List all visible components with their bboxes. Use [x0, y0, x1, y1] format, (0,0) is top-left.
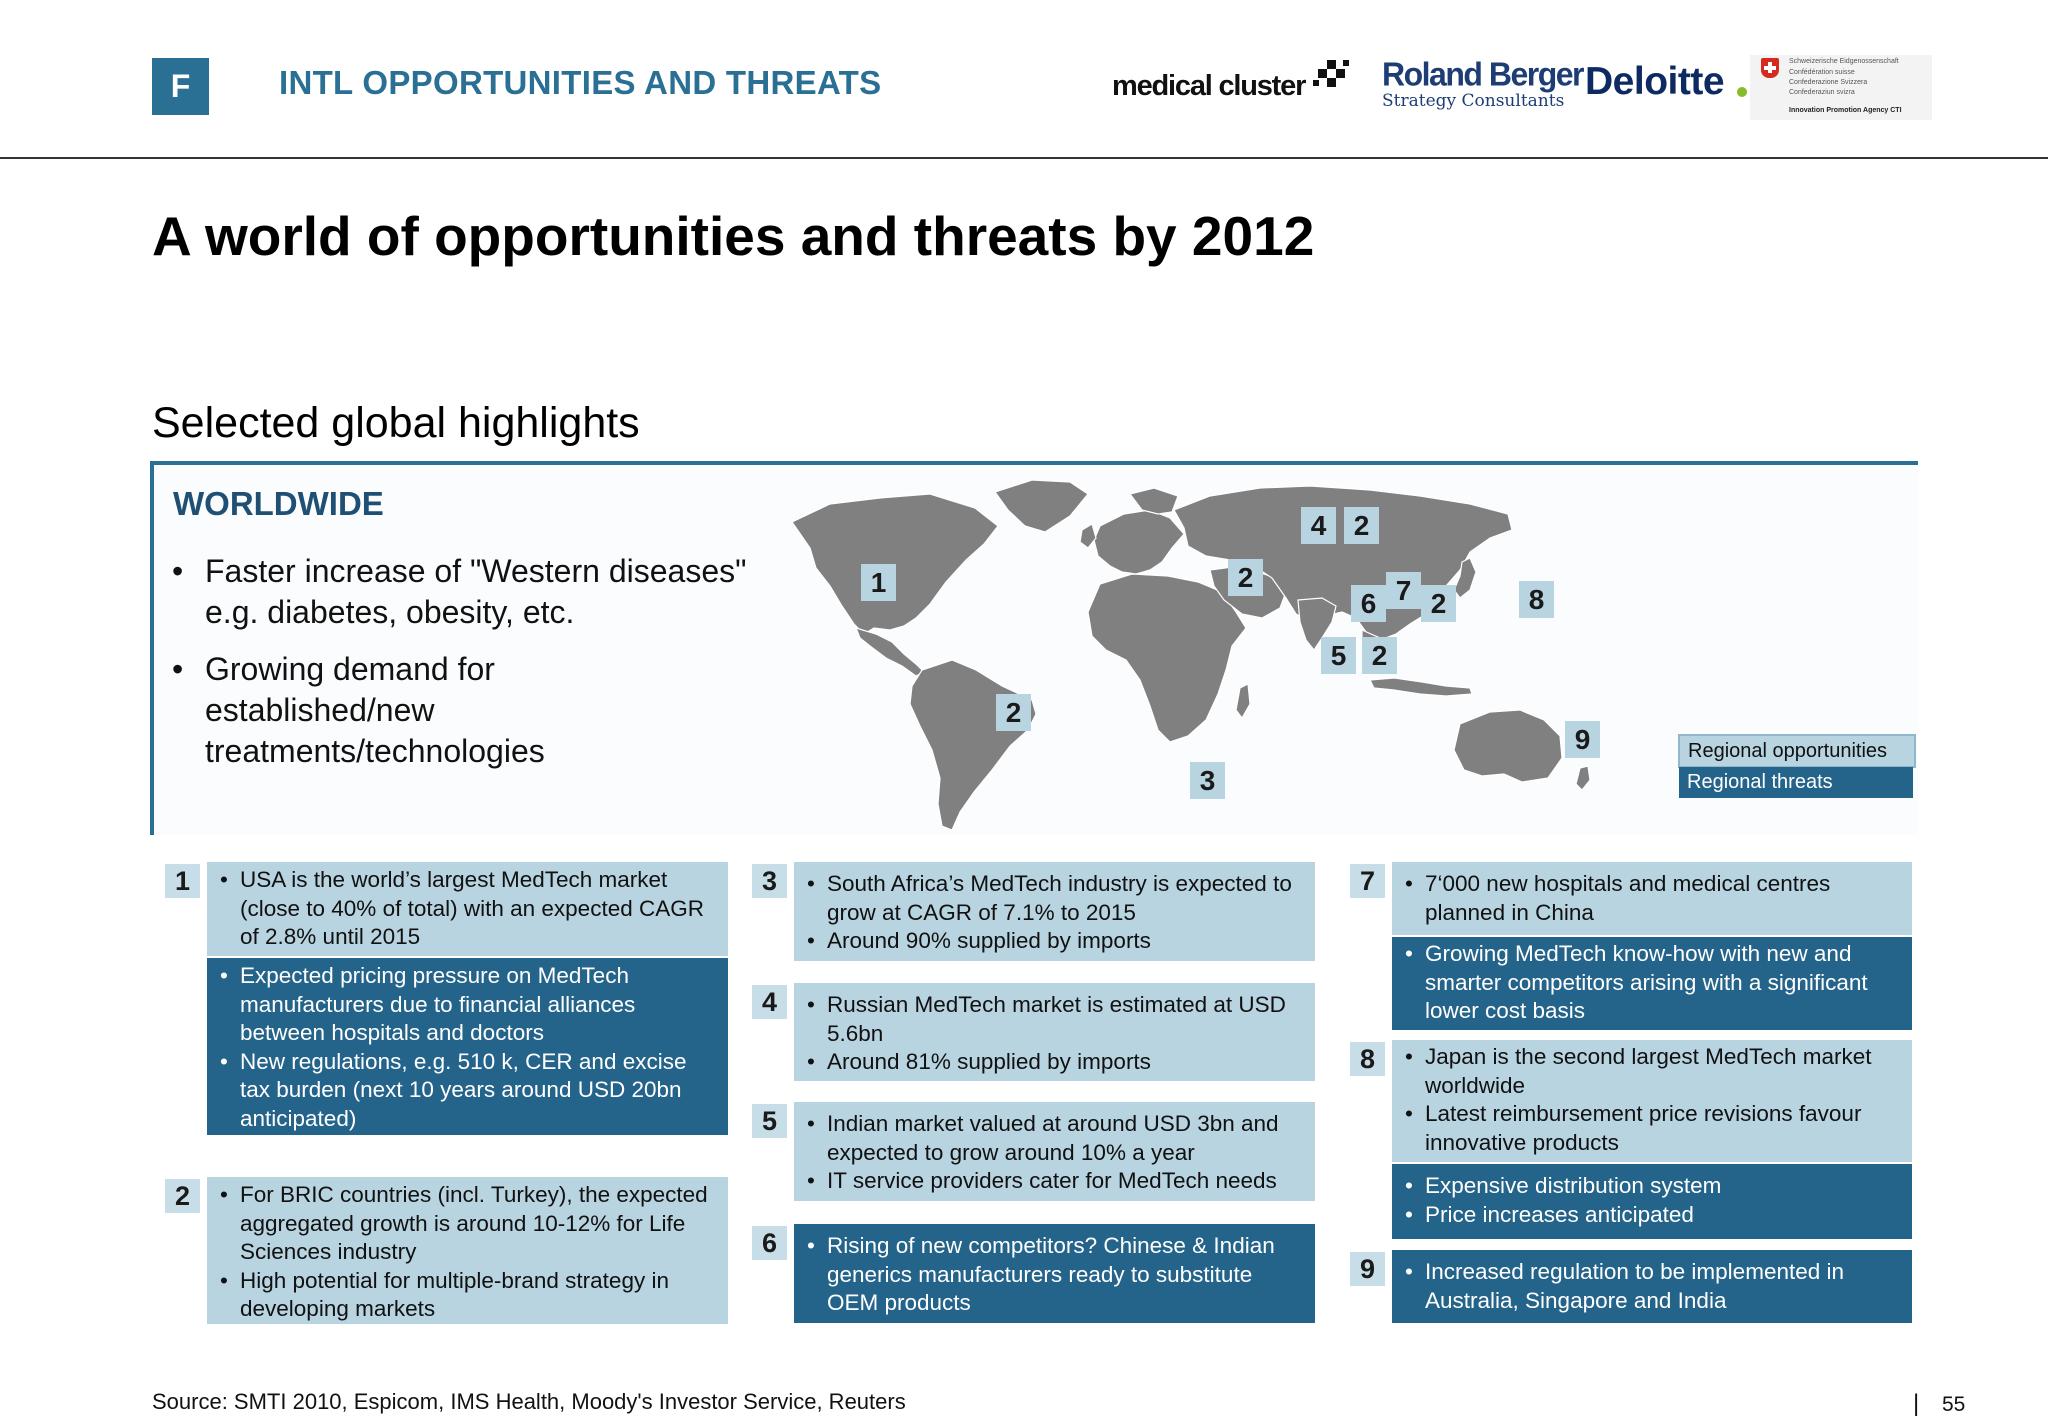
item-number: 5	[752, 1104, 787, 1138]
threat-block: • Growing MedTech know-how with new and smarter competitors arising with a significant lower cost basis	[1392, 937, 1912, 1030]
map-marker: 2	[1228, 559, 1263, 596]
threat-text: Expensive distribution system	[1425, 1173, 1722, 1198]
map-marker: 4	[1301, 507, 1336, 544]
opportunity-text: USA is the world’s largest MedTech market (close to 40% of total) with an expected CAGR of 2.8% until 2015	[240, 867, 704, 949]
map-australia	[1454, 710, 1562, 782]
map-europe	[1094, 510, 1184, 574]
deloitte-logo: Deloitte	[1585, 60, 1725, 103]
opportunity-block: • Indian market valued at around USD 3bn and expected to grow around 10% a year • IT service providers cater for MedTech needs	[794, 1102, 1315, 1201]
medical-cluster-logo: medical cluster	[1112, 70, 1306, 102]
item-number: 4	[752, 985, 787, 1019]
section-title: INTL OPPORTUNITIES AND THREATS	[279, 64, 882, 101]
map-marker: 6	[1351, 585, 1386, 622]
cti-line: Confederaziun svizra	[1789, 89, 1855, 96]
cti-line: Confederazione Svizzera	[1789, 79, 1868, 86]
map-uk	[1080, 524, 1096, 548]
opportunity-block: • Russian MedTech market is estimated at USD 5.6bn • Around 81% supplied by imports	[794, 983, 1315, 1081]
map-marker: 2	[996, 694, 1031, 731]
map-new-zealand	[1576, 766, 1590, 790]
header-divider	[0, 157, 2048, 159]
threat-text: Increased regulation to be implemented in Australia, Singapore and India	[1425, 1259, 1845, 1313]
opportunity-text: High potential for multiple-brand strategy in developing markets	[240, 1267, 669, 1321]
cti-line: Confédération suisse	[1789, 69, 1855, 76]
map-marker: 2	[1421, 585, 1456, 622]
map-madagascar	[1236, 684, 1250, 718]
opportunity-block: • For BRIC countries (incl. Turkey), the expected aggregated growth is around 10-12% for Life Sciences industry • High potential for multiple-brand strategy in developing markets	[207, 1177, 728, 1324]
page-separator: |	[1913, 1390, 1920, 1417]
item-number: 6	[752, 1226, 787, 1260]
threat-text: Price increases anticipated	[1425, 1201, 1694, 1227]
item-number: 2	[165, 1179, 200, 1213]
item-number: 3	[752, 864, 787, 898]
roland-berger-subtitle: Strategy Consultants	[1382, 91, 1565, 111]
map-marker: 9	[1565, 721, 1600, 758]
deloitte-dot-icon	[1737, 87, 1747, 97]
map-scandinavia	[1130, 488, 1178, 514]
map-marker: 2	[1362, 637, 1397, 674]
threat-block: • Expected pricing pressure on MedTech manufacturers due to financial alliances between hospitals and doctors • New regulations, e.g. 510 k, CER and excise tax burden (next 10 years around USD 20bn anticipated)	[207, 958, 728, 1135]
opportunity-text: Japan is the second largest MedTech market worldwide	[1425, 1044, 1872, 1098]
legend-opportunities: Regional opportunities	[1678, 734, 1916, 768]
threat-text: Growing MedTech know-how with new and smarter competitors arising with a significant lower cost basis	[1425, 941, 1868, 1023]
map-marker: 1	[861, 564, 896, 601]
map-indonesia	[1370, 678, 1472, 696]
opportunity-block: • 7‘000 new hospitals and medical centres planned in China	[1392, 862, 1912, 935]
worldwide-bullet-text: Growing demand for established/new treatments/technologies	[205, 651, 545, 769]
map-marker: 3	[1190, 762, 1225, 799]
legend-threats: Regional threats	[1679, 767, 1913, 798]
cti-agency-name: Innovation Promotion Agency CTI	[1789, 107, 1902, 114]
page-title: A world of opportunities and threats by 2012	[152, 205, 1315, 267]
opportunity-block: • South Africa’s MedTech industry is expected to grow at CAGR of 7.1% to 2015 • Around 90% supplied by imports	[794, 862, 1315, 961]
item-number: 7	[1350, 864, 1385, 898]
medical-cluster-mark-icon	[1313, 60, 1353, 96]
source-note: Source: SMTI 2010, Espicom, IMS Health, Moody's Investor Service, Reuters	[152, 1389, 906, 1414]
page-number: 55	[1942, 1393, 1966, 1416]
worldwide-heading: WORLDWIDE	[173, 485, 384, 522]
worldwide-bullet-text: Faster increase of "Western diseases" e.g. diabetes, obesity, etc.	[205, 553, 747, 630]
opportunity-text: South Africa’s MedTech industry is expected to grow at CAGR of 7.1% to 2015	[827, 871, 1292, 925]
threat-text: Rising of new competitors? Chinese & Indian generics manufacturers ready to substitute OEM products	[827, 1233, 1275, 1315]
map-marker: 8	[1519, 581, 1554, 618]
threat-block: • Expensive distribution system • Price increases anticipated	[1392, 1164, 1912, 1239]
threat-block: • Increased regulation to be implemented in Australia, Singapore and India	[1392, 1250, 1912, 1323]
opportunity-text: Indian market valued at around USD 3bn and expected to grow around 10% a year	[827, 1111, 1279, 1165]
opportunity-text: 7‘000 new hospitals and medical centres planned in China	[1425, 871, 1831, 925]
item-number: 8	[1350, 1042, 1385, 1076]
opportunity-text: Around 81% supplied by imports	[827, 1049, 1151, 1074]
map-africa	[1088, 574, 1246, 742]
opportunity-text: Around 90% supplied by imports	[827, 928, 1151, 953]
item-number: 9	[1350, 1252, 1385, 1286]
opportunity-block: • USA is the world’s largest MedTech market (close to 40% of total) with an expected CAGR of 2.8% until 2015	[207, 862, 728, 956]
map-south-america	[910, 660, 1036, 830]
item-number: 1	[165, 864, 200, 898]
opportunity-text: Latest reimbursement price revisions favour innovative products	[1425, 1101, 1862, 1155]
cti-line: Schweizerische Eidgenossenschaft	[1789, 58, 1899, 65]
swiss-flag-icon	[1761, 58, 1779, 78]
threat-text: New regulations, e.g. 510 k, CER and excise tax burden (next 10 years around USD 20bn anticipated)	[240, 1048, 687, 1131]
opportunity-text: Russian MedTech market is estimated at USD 5.6bn	[827, 992, 1286, 1046]
threat-block: • Rising of new competitors? Chinese & Indian generics manufacturers ready to substitute OEM products	[794, 1224, 1315, 1323]
map-greenland	[995, 480, 1088, 532]
opportunity-block: • Japan is the second largest MedTech market worldwide • Latest reimbursement price revisions favour innovative products	[1392, 1040, 1912, 1162]
roland-berger-logo: Roland Berger	[1382, 55, 1583, 93]
threat-text: Expected pricing pressure on MedTech manufacturers due to financial alliances between hospitals and doctors	[240, 963, 636, 1045]
map-marker: 7	[1386, 572, 1421, 609]
map-marker: 5	[1321, 637, 1356, 674]
opportunity-text: IT service providers cater for MedTech needs	[827, 1168, 1277, 1193]
opportunity-text: For BRIC countries (incl. Turkey), the expected aggregated growth is around 10-12% for Life Sciences industry	[240, 1182, 708, 1264]
page-subtitle: Selected global highlights	[152, 399, 640, 447]
map-central-america	[856, 628, 924, 676]
map-marker: 2	[1344, 507, 1379, 544]
section-badge: F	[152, 58, 209, 115]
